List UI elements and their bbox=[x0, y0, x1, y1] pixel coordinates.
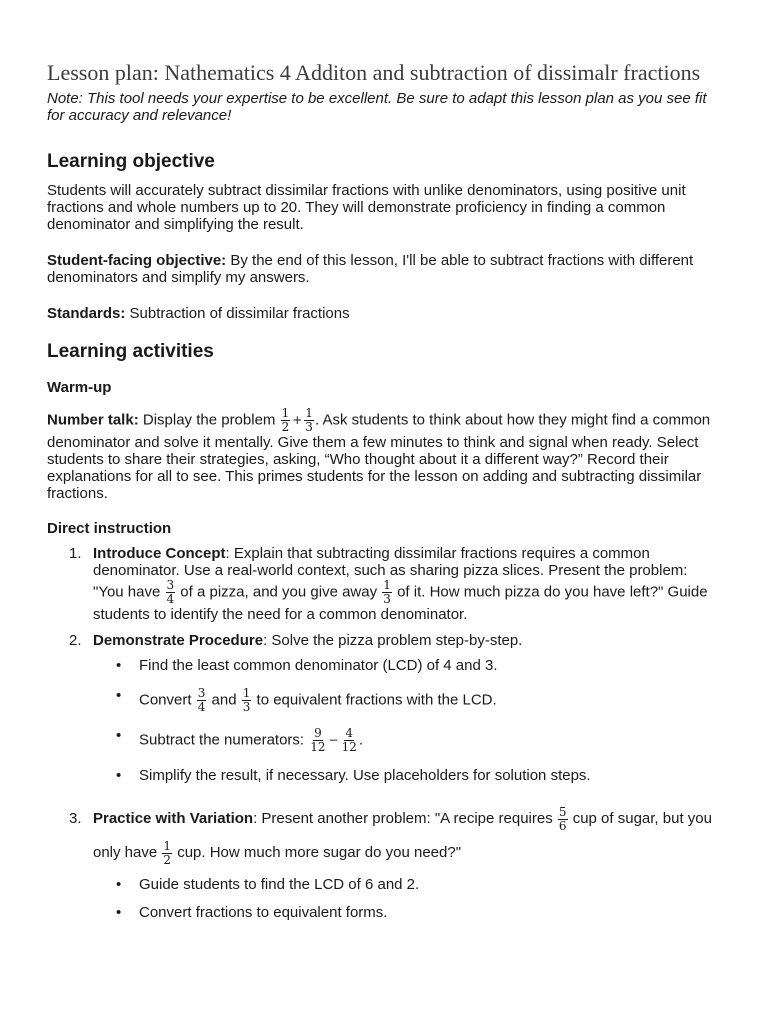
item-label: Introduce Concept bbox=[93, 545, 226, 562]
list-number: 3. bbox=[69, 810, 82, 827]
fraction bbox=[242, 687, 252, 714]
fraction-numerator: 1 bbox=[383, 578, 391, 592]
fraction-denominator: 3 bbox=[305, 420, 313, 434]
fraction-numerator: 1 bbox=[281, 406, 290, 420]
bullet: • bbox=[116, 904, 122, 921]
fraction-numerator: 4 bbox=[345, 726, 354, 740]
note: Note: This tool needs your expertise to be excellent. Be sure to adapt this lesson plan as you see fit for accuracy and relevance! bbox=[47, 90, 707, 124]
fraction-denominator: 3 bbox=[383, 592, 391, 606]
bullet: • bbox=[116, 657, 122, 674]
fraction-denominator: 2 bbox=[281, 420, 290, 434]
fraction bbox=[304, 407, 314, 434]
bullet-item bbox=[93, 904, 722, 921]
learning-objective-text: Students will accurately subtract dissimilar fractions with unlike denominators, using positive unit fractions and whole numbers up to 20. They will demonstrate proficiency in finding a common denominator and simplifying the result. bbox=[47, 182, 686, 233]
item-text: of it. How much pizza do you have left?" Guide students to identify the need for a common denominator. bbox=[93, 583, 708, 623]
item-text: cup of sugar, but you only have bbox=[93, 810, 712, 861]
list-number: 1. bbox=[69, 545, 82, 562]
bullet-list bbox=[93, 657, 722, 784]
fraction-denominator: 3 bbox=[242, 700, 251, 714]
student-facing-text: By the end of this lesson, I'll be able to subtract fractions with different denominators and simplify my answers. bbox=[47, 252, 694, 286]
learning-activities-heading: Learning activities bbox=[47, 341, 214, 362]
item-text: of a pizza, and you give away bbox=[176, 583, 382, 601]
minus-operator: − bbox=[328, 733, 339, 748]
bullet-text: Simplify the result, if necessary. Use placeholders for solution steps. bbox=[139, 767, 591, 784]
fraction-denominator: 4 bbox=[166, 592, 175, 606]
fraction-denominator: 12 bbox=[341, 740, 357, 754]
fraction-numerator: 5 bbox=[558, 804, 567, 819]
bullet-text: . bbox=[358, 731, 364, 749]
bullet: • bbox=[116, 767, 122, 784]
fraction-denominator: 4 bbox=[197, 700, 206, 714]
bullet-text: Convert bbox=[139, 691, 196, 709]
learning-objective-heading: Learning objective bbox=[47, 151, 215, 172]
warmup-heading: Warm-up bbox=[47, 379, 112, 396]
list-number: 2. bbox=[69, 632, 82, 649]
item-text: cup. How much more sugar do you need?" bbox=[173, 844, 462, 861]
bullet-item bbox=[93, 876, 722, 893]
bullet: • bbox=[116, 687, 122, 704]
fraction-numerator: 3 bbox=[166, 578, 175, 592]
bullet-text: Guide students to find the LCD of 6 and 2. bbox=[139, 876, 420, 893]
item-text: : Present another problem: "A recipe requires bbox=[253, 810, 557, 827]
bullet-item bbox=[93, 657, 722, 674]
fraction-numerator: 1 bbox=[305, 406, 313, 420]
list-item bbox=[47, 802, 722, 921]
fraction bbox=[162, 840, 172, 867]
fraction bbox=[341, 727, 358, 754]
bullet-item bbox=[93, 687, 722, 714]
bullet-text: Find the least common denominator (LCD) of 4 and 3. bbox=[139, 657, 498, 674]
fraction-denominator: 6 bbox=[558, 818, 567, 833]
direct-instruction-heading: Direct instruction bbox=[47, 520, 172, 537]
fraction bbox=[558, 806, 568, 833]
list-item bbox=[47, 632, 722, 784]
plus-operator: + bbox=[292, 413, 303, 428]
fraction-numerator: 1 bbox=[242, 686, 251, 700]
fraction-numerator: 3 bbox=[197, 686, 206, 700]
standards-label: Standards: bbox=[47, 305, 126, 322]
fraction-numerator: 1 bbox=[163, 838, 172, 853]
number-talk-text: . Ask students to think about how they might find a common denominator and solve it mentally. Give them a few minutes to think and signal when ready. Select students to share their strategies, asking, “Who thought about it a different way?” Record their explanations for all to see. This primes students for the lesson on adding and subtracting dissimilar fractions. bbox=[47, 411, 711, 502]
student-facing-label: Student-facing objective: bbox=[47, 252, 227, 269]
fraction bbox=[382, 579, 392, 606]
bullet-item bbox=[93, 767, 722, 784]
standards bbox=[47, 305, 722, 322]
bullet: • bbox=[116, 727, 122, 744]
list-item bbox=[47, 545, 722, 623]
number-talk-text: Display the problem bbox=[138, 411, 280, 429]
bullet-text: and bbox=[207, 691, 241, 709]
fraction bbox=[281, 407, 291, 434]
student-facing-objective bbox=[47, 252, 722, 286]
number-talk-label: Number talk: bbox=[47, 411, 139, 429]
fraction-denominator: 12 bbox=[310, 740, 326, 754]
item-label: Demonstrate Procedure bbox=[93, 632, 264, 649]
fraction bbox=[309, 727, 326, 754]
bullet-text: Convert fractions to equivalent forms. bbox=[139, 904, 388, 921]
bullet: • bbox=[116, 876, 122, 893]
bullet-item bbox=[93, 727, 722, 754]
item-label: Practice with Variation bbox=[93, 810, 254, 827]
fraction-denominator: 2 bbox=[163, 852, 172, 867]
fraction-numerator: 9 bbox=[314, 726, 322, 740]
fraction bbox=[166, 579, 176, 606]
number-talk bbox=[47, 407, 722, 502]
page-title: Lesson plan: Nathematics 4 Additon and subtraction of dissimalr fractions bbox=[47, 60, 701, 85]
standards-text: Subtraction of dissimilar fractions bbox=[125, 305, 350, 322]
item-text: : Solve the pizza problem step-by-step. bbox=[263, 632, 523, 649]
bullet-list bbox=[93, 876, 722, 921]
bullet-text: Subtract the numerators: bbox=[139, 731, 309, 749]
bullet-text: to equivalent fractions with the LCD. bbox=[252, 691, 497, 709]
direct-instruction-list bbox=[47, 545, 722, 921]
fraction bbox=[197, 687, 207, 714]
item-text: : Explain that subtracting dissimilar fractions requires a common denominator. Use a real-world context, such as sharing pizza slices. Present the problem: "You have bbox=[93, 545, 688, 601]
